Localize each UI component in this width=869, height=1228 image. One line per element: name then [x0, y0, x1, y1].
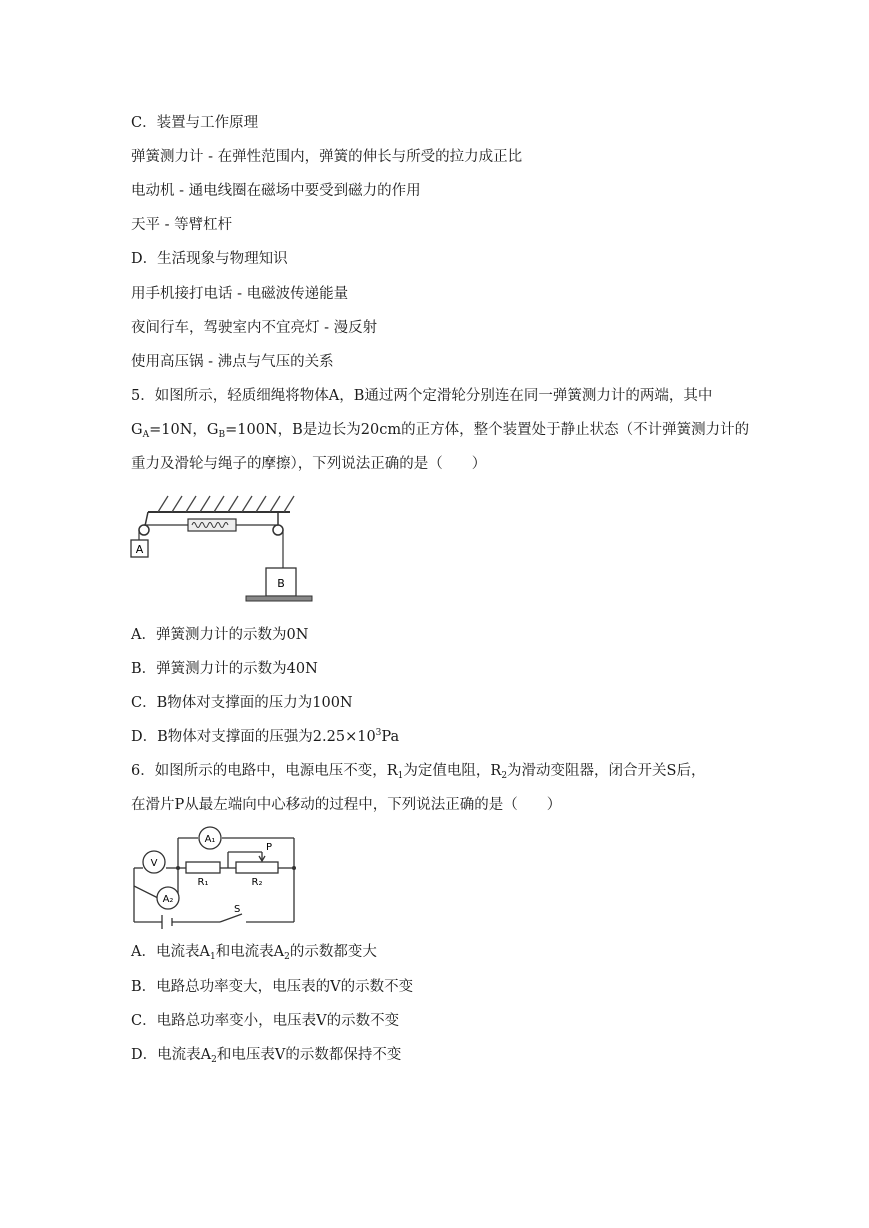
q4-option-c-item-3: 天平 - 等臂杠杆 — [131, 217, 233, 233]
ammeter-a2-label: A₂ — [162, 894, 174, 905]
q5-stem-line-2: $G_A=10N$，$G_B=100N$，B是边长为20cm的正方体，整个装置处于静止状态（不计弹簧测力计的 — [131, 422, 750, 440]
q5-stem-line-3: 重力及滑轮与绳子的摩擦），下列说法正确的是（ ） — [131, 456, 487, 472]
q5-option-a: A．弹簧测力计的示数为0N — [131, 627, 309, 643]
q4-option-d-item-3: 使用高压锅 - 沸点与气压的关系 — [131, 354, 334, 370]
q5-option-b: B．弹簧测力计的示数为40N — [131, 661, 318, 677]
slider-p-label: P — [266, 842, 273, 853]
q6-stem-line-1: 6．如图所示的电路中，电源电压不变，$R_1$为定值电阻，$R_2$为滑动变阻器，闭合开关S后， — [131, 763, 706, 781]
q5-option-c: C．B物体对支撑面的压力为100N — [131, 695, 353, 711]
q4-option-c-item-1: 弹簧测力计 - 在弹性范围内，弹簧的伸长与所受的拉力成正比 — [131, 149, 523, 165]
q5-stem-line-1: 5．如图所示，轻质细绳将物体A，B通过两个定滑轮分别连在同一弹簧测力计的两端，其中 — [131, 388, 713, 404]
q4-option-d-title: D．生活现象与物理知识 — [131, 251, 288, 267]
r1-label: R₁ — [197, 877, 209, 888]
q4-option-d-item-1: 用手机接打电话 - 电磁波传递能量 — [131, 286, 349, 302]
q6-option-d: D．电流表$A_2$和电压表V的示数都保持不变 — [131, 1047, 402, 1065]
voltmeter-label: V — [150, 858, 158, 869]
q5-option-d: D．B物体对支撑面的压强为$2.25\times 10^3Pa$ — [131, 728, 400, 745]
q6-stem-line-2: 在滑片P从最左端向中心移动的过程中，下列说法正确的是（ ） — [131, 797, 562, 813]
block-b-label: B — [277, 577, 285, 590]
switch-s-label: S — [234, 904, 241, 915]
support-surface — [246, 596, 312, 601]
q4-option-c-title: C．装置与工作原理 — [131, 115, 259, 131]
q6-option-a: A．电流表$A_1$和电流表$A_2$的示数都变大 — [131, 944, 377, 962]
q6-option-b: B．电路总功率变大，电压表的V的示数不变 — [131, 979, 414, 995]
q5-pulley-spring-figure — [128, 490, 314, 608]
q4-option-c-item-2: 电动机 - 通电线圈在磁场中要受到磁力的作用 — [131, 183, 421, 199]
ammeter-a1-label: A₁ — [204, 834, 216, 845]
q6-option-c: C．电路总功率变小，电压表V的示数不变 — [131, 1013, 400, 1029]
r2-label: R₂ — [251, 877, 263, 888]
q4-option-d-item-2: 夜间行车，驾驶室内不宜亮灯 - 漫反射 — [131, 320, 378, 336]
q6-circuit-figure — [128, 822, 304, 932]
block-a-label: A — [135, 543, 144, 556]
